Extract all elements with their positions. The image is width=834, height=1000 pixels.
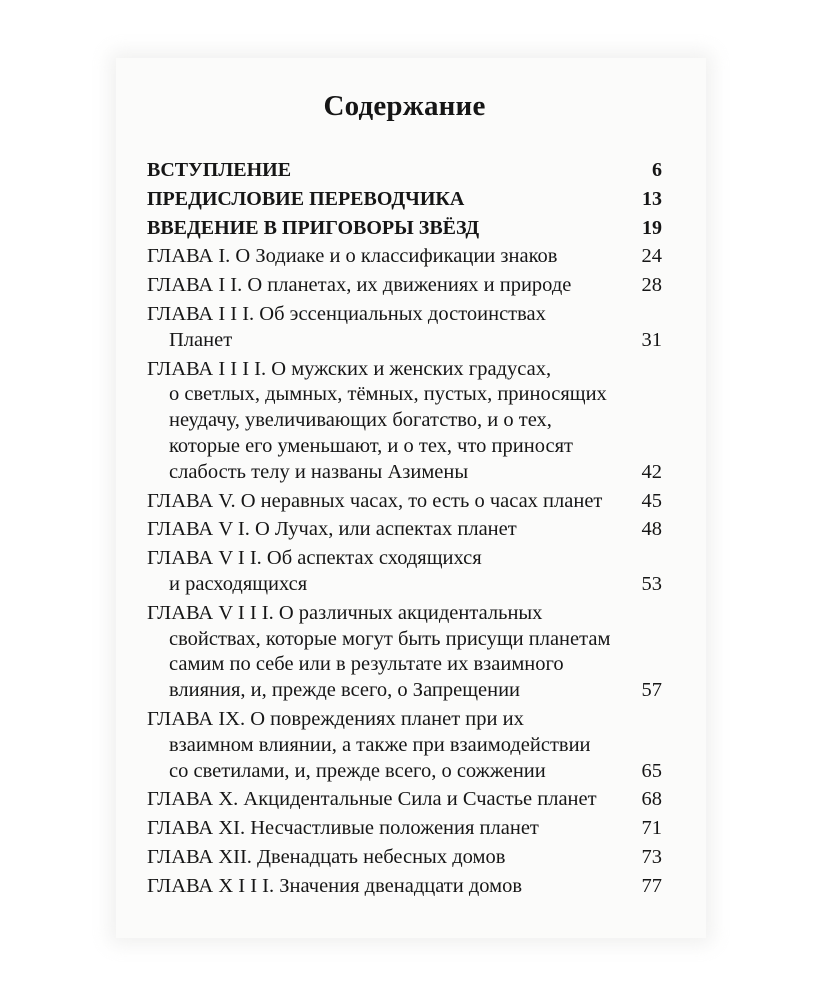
table-of-contents <box>147 88 662 903</box>
entry-line: ГЛАВА V I I I. О различных акцидентальных <box>147 601 543 624</box>
entry-page-number: 45 <box>641 489 662 512</box>
entry-page-number: 68 <box>641 788 662 811</box>
toc-entry <box>147 489 662 515</box>
entry-line: ГЛАВА V I. О Лучах, или аспектах планет <box>147 518 517 541</box>
toc-entry <box>147 216 662 242</box>
entry-page-number: 53 <box>641 572 662 595</box>
entry-page-number: 57 <box>641 679 662 702</box>
entry-line: о светлых, дымных, тёмных, пустых, приносящих <box>169 383 607 406</box>
entry-page-number: 71 <box>641 817 662 840</box>
entry-line: влияния, и, прежде всего, о Запрещении <box>169 679 521 702</box>
toc-entry <box>147 302 662 354</box>
toc-entry <box>147 874 662 900</box>
entry-page-number: 31 <box>641 328 662 351</box>
entry-line: ГЛАВА V I I. Об аспектах сходящихся <box>147 547 482 570</box>
entry-line: Планет <box>169 328 233 351</box>
entry-page-number: 73 <box>641 845 662 868</box>
toc-entry <box>147 158 662 184</box>
page-title: Содержание <box>323 90 486 122</box>
entry-line: ГЛАВА I I. О планетах, их движениях и природе <box>147 274 572 297</box>
entry-line: слабость телу и названы Азимены <box>169 460 469 483</box>
entry-page-number: 77 <box>641 874 662 897</box>
entry-line: которые его уменьшают, и о тех, что приносят <box>169 434 573 457</box>
entry-page-number: 13 <box>642 187 662 210</box>
entry-line: со светилами, и, прежде всего, о сожжении <box>169 759 546 782</box>
toc-entry <box>147 707 662 784</box>
entry-line: ГЛАВА I I I I. О мужских и женских градусах, <box>147 357 552 380</box>
toc-entry <box>147 273 662 299</box>
toc-entry <box>147 601 662 704</box>
entry-line: ГЛАВА I. О Зодиаке и о классификации знаков <box>147 245 558 268</box>
toc-entry <box>147 845 662 871</box>
entry-line: ГЛАВА X. Акцидентальные Сила и Счастье планет <box>147 788 597 811</box>
entry-page-number: 19 <box>642 216 662 239</box>
toc-entry <box>147 816 662 842</box>
toc-entry <box>147 787 662 813</box>
entry-page-number: 6 <box>652 159 662 181</box>
entry-line: и расходящихся <box>169 572 308 595</box>
entry-page-number: 65 <box>641 759 662 782</box>
entry-line: самим по себе или в результате их взаимного <box>169 653 564 676</box>
entry-page-number: 42 <box>641 460 662 483</box>
entry-line: взаимном влиянии, а также при взаимодействии <box>169 733 591 756</box>
entry-line: ГЛАВА X I I I. Значения двенадцати домов <box>147 874 523 897</box>
entry-line: ВВЕДЕНИЕ В ПРИГОВОРЫ ЗВЁЗД <box>147 216 480 239</box>
entry-page-number: 28 <box>641 274 662 297</box>
toc-entry <box>147 187 662 213</box>
entry-line: ПРЕДИСЛОВИЕ ПЕРЕВОДЧИКА <box>147 187 465 210</box>
toc-entry <box>147 517 662 543</box>
entry-line: свойствах, которые могут быть присущи планетам <box>169 627 611 650</box>
entry-line: ВСТУПЛЕНИЕ <box>147 159 292 181</box>
entry-line: ГЛАВА I I I. Об эссенциальных достоинствах <box>147 302 546 325</box>
toc-entry <box>147 546 662 598</box>
entry-line: ГЛАВА XI. Несчастливые положения планет <box>147 817 539 840</box>
toc-entry <box>147 244 662 270</box>
entry-line: ГЛАВА XII. Двенадцать небесных домов <box>147 845 506 868</box>
entry-line: ГЛАВА IX. О повреждениях планет при их <box>147 707 524 730</box>
entry-line: неудачу, увеличивающих богатство, и о тех, <box>169 409 552 432</box>
entry-line: ГЛАВА V. О неравных часах, то есть о часах планет <box>147 489 603 512</box>
entry-page-number: 24 <box>641 245 662 268</box>
entry-page-number: 48 <box>641 518 662 541</box>
toc-entry <box>147 357 662 486</box>
